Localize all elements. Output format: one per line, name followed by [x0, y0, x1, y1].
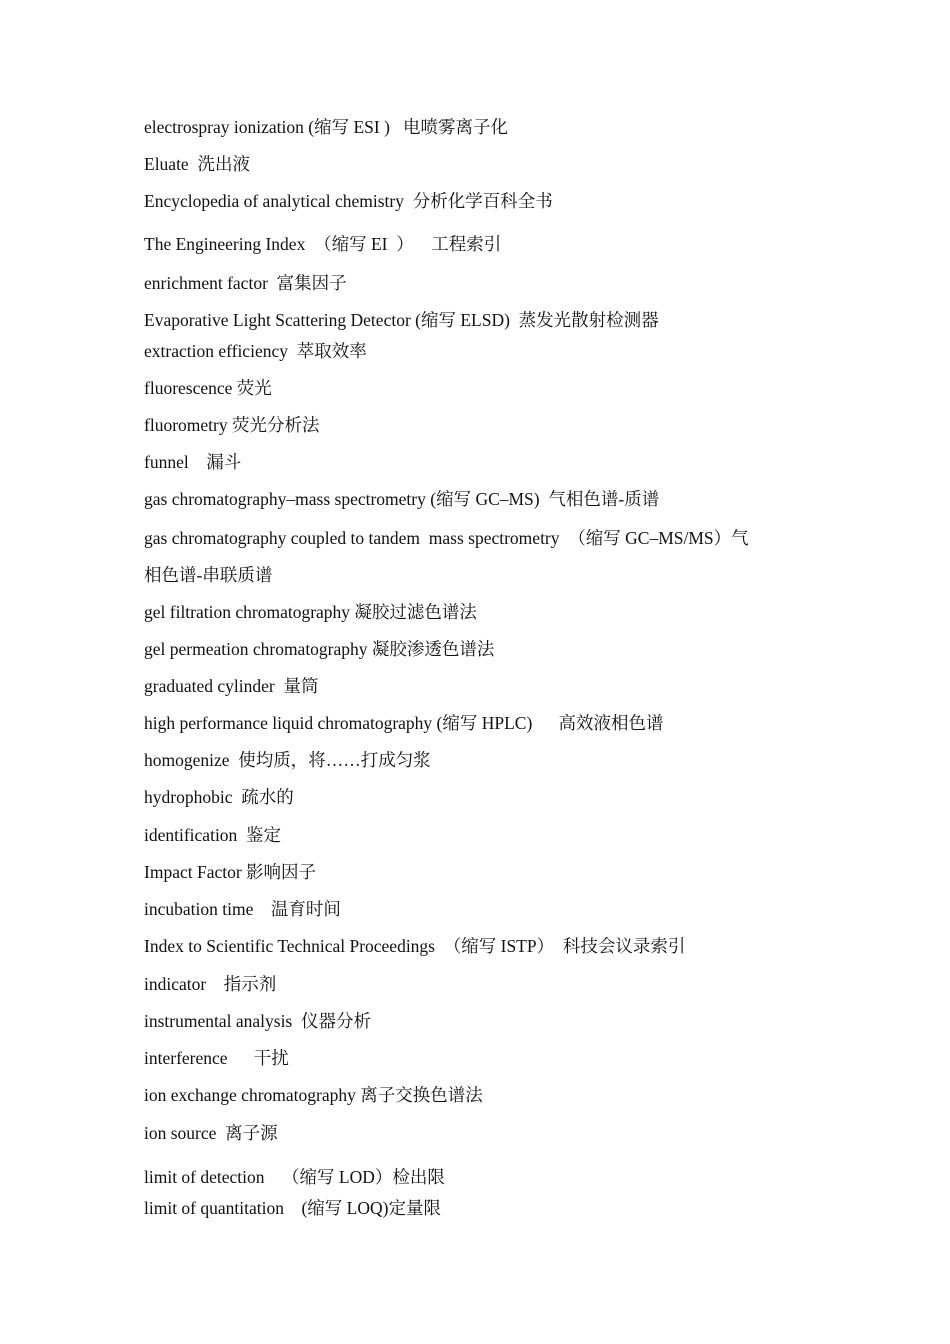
entry-indicator: indicator 指示剂	[144, 974, 277, 994]
entry-graduated-cylinder: graduated cylinder 量筒	[144, 676, 319, 696]
entry-hydrophobic: hydrophobic 疏水的	[144, 787, 294, 807]
entry-electrospray-ionization: electrospray ionization (缩写 ESI ) 电喷雾离子化	[144, 117, 509, 137]
entry-ion-exchange-chromatography: ion exchange chromatography 离子交换色谱法	[144, 1085, 483, 1105]
entry-fluorometry: fluorometry 荧光分析法	[144, 415, 320, 435]
entry-interference: interference 干扰	[144, 1048, 289, 1068]
entry-hplc: high performance liquid chromatography (缩写 HPLC) 高效液相色谱	[144, 713, 664, 733]
entry-eluate: Eluate 洗出液	[144, 154, 250, 174]
entry-ion-source: ion source 离子源	[144, 1123, 278, 1143]
entry-gc-ms-ms-continued: 相色谱-串联质谱	[144, 565, 273, 585]
entry-encyclopedia-analytical-chemistry: Encyclopedia of analytical chemistry 分析化学百科全书	[144, 191, 553, 211]
entry-elsd: Evaporative Light Scattering Detector (缩写 ELSD) 蒸发光散射检测器	[144, 310, 659, 330]
entry-identification: identification 鉴定	[144, 825, 282, 845]
entry-limit-of-detection: limit of detection （缩写 LOD）检出限	[144, 1167, 445, 1187]
entry-gel-permeation: gel permeation chromatography 凝胶渗透色谱法	[144, 639, 495, 659]
entry-gc-ms: gas chromatography–mass spectrometry (缩写 GC–MS) 气相色谱-质谱	[144, 489, 660, 509]
entry-gel-filtration: gel filtration chromatography 凝胶过滤色谱法	[144, 602, 477, 622]
entry-fluorescence: fluorescence 荧光	[144, 378, 272, 398]
entry-gc-ms-ms: gas chromatography coupled to tandem mass spectrometry （缩写 GC–MS/MS）气	[144, 528, 749, 548]
entry-instrumental-analysis: instrumental analysis 仪器分析	[144, 1011, 371, 1031]
entry-homogenize: homogenize 使均质，将……打成匀浆	[144, 750, 431, 770]
entry-enrichment-factor: enrichment factor 富集因子	[144, 273, 347, 293]
entry-funnel: funnel 漏斗	[144, 452, 242, 472]
entry-incubation-time: incubation time 温育时间	[144, 899, 341, 919]
entry-engineering-index: The Engineering Index （缩写 EI ） 工程索引	[144, 234, 502, 254]
entry-extraction-efficiency: extraction efficiency 萃取效率	[144, 341, 367, 361]
entry-impact-factor: Impact Factor 影响因子	[144, 862, 317, 882]
entry-limit-of-quantitation: limit of quantitation (缩写 LOQ)定量限	[144, 1198, 441, 1218]
entry-istp: Index to Scientific Technical Proceedings （缩写 ISTP） 科技会议录索引	[144, 936, 686, 956]
